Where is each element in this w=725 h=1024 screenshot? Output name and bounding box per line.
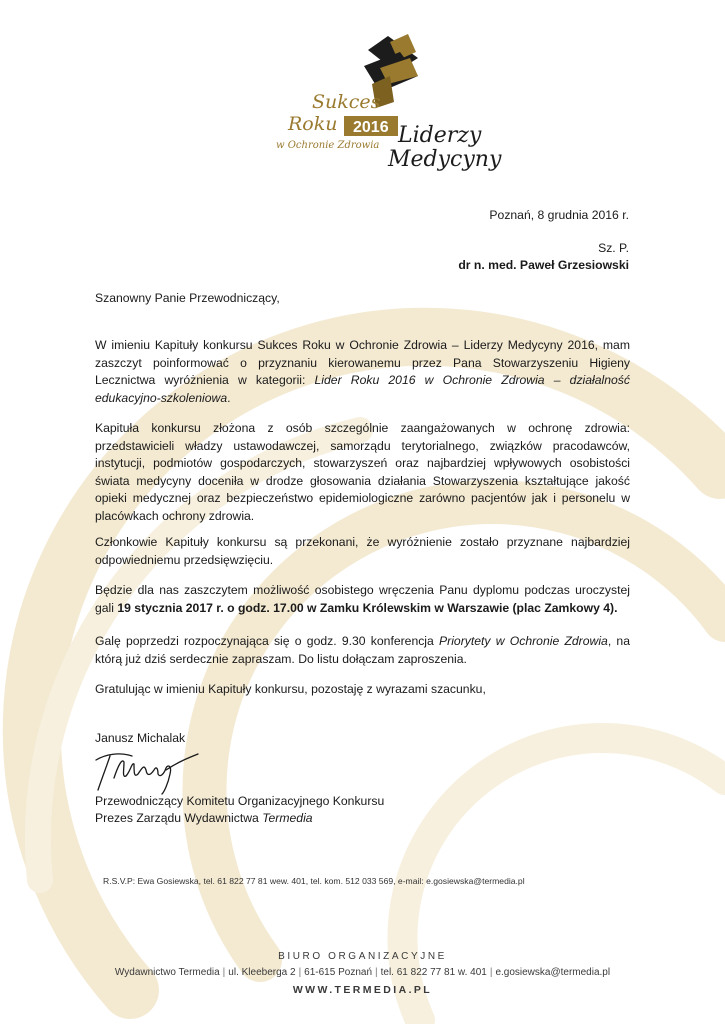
recipient-prefix: Sz. P.: [598, 241, 629, 255]
publisher-name: Termedia: [262, 811, 313, 825]
salutation: Szanowny Panie Przewodniczący,: [95, 291, 280, 305]
award-category: Lider Roku 2016 w Ochronie Zdrowia – działalność edukacyjno-szkoleniowa: [95, 373, 630, 405]
footer-heading: BIURO ORGANIZACYJNE: [278, 951, 447, 962]
footer-city: 61-615 Poznań: [304, 967, 373, 978]
signer-title-2: [95, 810, 313, 828]
logo-line-liderzy: Liderzy: [398, 123, 482, 148]
paragraph-1: [95, 337, 630, 407]
logo-line-roku: Roku: [288, 113, 338, 135]
footer-phone: tel. 61 822 77 81 w. 401: [380, 967, 487, 978]
footer-company: Wydawnictwo Termedia: [114, 967, 220, 978]
footer-email: e.gosiewska@termedia.pl: [495, 967, 611, 978]
paragraph-5: [95, 633, 630, 668]
footer-separator: |: [489, 967, 493, 978]
place-date: Poznań, 8 grudnia 2016 r.: [489, 208, 629, 222]
paragraph-4-text: Będzie dla nas zaszczytem możliwość osobistego wręczenia Panu dyplomu podczas uroczystej gali: [95, 583, 630, 615]
paragraph-4: [95, 582, 630, 617]
closing: Gratulując w imieniu Kapituły konkursu, pozostaję z wyrazami szacunku,: [95, 682, 486, 696]
footer-separator: |: [375, 967, 378, 978]
logo-line-ochronie: w Ochronie Zdrowia: [276, 140, 380, 151]
logo-year: 2016: [353, 119, 389, 136]
paragraph-1-text: W imieniu Kapituły konkursu Sukces Roku w Ochronie Zdrowia – Liderzy Medycyny 2016, mam zaszczyt poinformować o przyznaniu kierowanemu przez Pana Stowarzyszeniu Higieny Lecznictwa wyróżnienia w kategorii:: [95, 338, 630, 387]
conference-title: Priorytety w Ochronie Zdrowia: [439, 634, 608, 648]
signer-title: Przewodniczący Komitetu Organizacyjnego Konkursu: [95, 794, 385, 808]
footer-contact: [0, 967, 725, 978]
paragraph-5-end: , na którą już dziś serdecznie zapraszam. Do listu dołączam zaproszenia.: [95, 634, 630, 666]
signature: [92, 748, 202, 796]
paragraph-3: Członkowie Kapituły konkursu są przekonani, że wyróżnienie zostało przyznane najbardziej odpowiedniemu przedsięwzięciu.: [95, 535, 630, 567]
footer-website: WWW.TERMEDIA.PL: [292, 984, 433, 996]
logo-line-sukces: Sukces: [312, 91, 381, 113]
paragraph-1-end: .: [227, 390, 231, 405]
recipient-name: dr n. med. Paweł Grzesiowski: [458, 258, 629, 272]
footer-street: ul. Kleeberga 2: [228, 967, 296, 978]
paragraph-2: Kapituła konkursu złożona z osób szczególnie zaangażowanych w ochronę zdrowia: przedstawicieli władzy ustawodawczej, samorządu terytorialnego, związków pracodawców, instytucji, podmiotów gospodarczych, stowarzyszeń oraz najbardziej wpływowych osobistości świata medycyny doceniła w drodze głosowania działania Stowarzyszenia kształtujące jakość opieki medycznej oraz bezpieczeństwo epidemiologiczne zarówno pacjentów jak i personelu w placówkach ochrony zdrowia.: [95, 421, 630, 523]
footer-separator: |: [298, 967, 302, 978]
gala-date-place: 19 stycznia 2017 r. o godz. 17.00 w Zamku Królewskim w Warszawie (plac Zamkowy 4).: [117, 600, 618, 615]
rsvp-line: R.S.V.P: Ewa Gosiewska, tel. 61 822 77 81 wew. 401, tel. kom. 512 033 569, e-mail: e.gosiewska@termedia.pl: [103, 876, 525, 886]
signer-name: Janusz Michalak: [95, 731, 186, 745]
signer-title-2-text: Prezes Zarządu Wydawnictwa: [95, 811, 263, 825]
logo-line-medycyny: Medycyny: [388, 147, 502, 172]
paragraph-5-text: Galę poprzedzi rozpoczynająca się o godz. 9.30 konferencja: [95, 634, 440, 648]
footer-separator: |: [222, 967, 226, 978]
